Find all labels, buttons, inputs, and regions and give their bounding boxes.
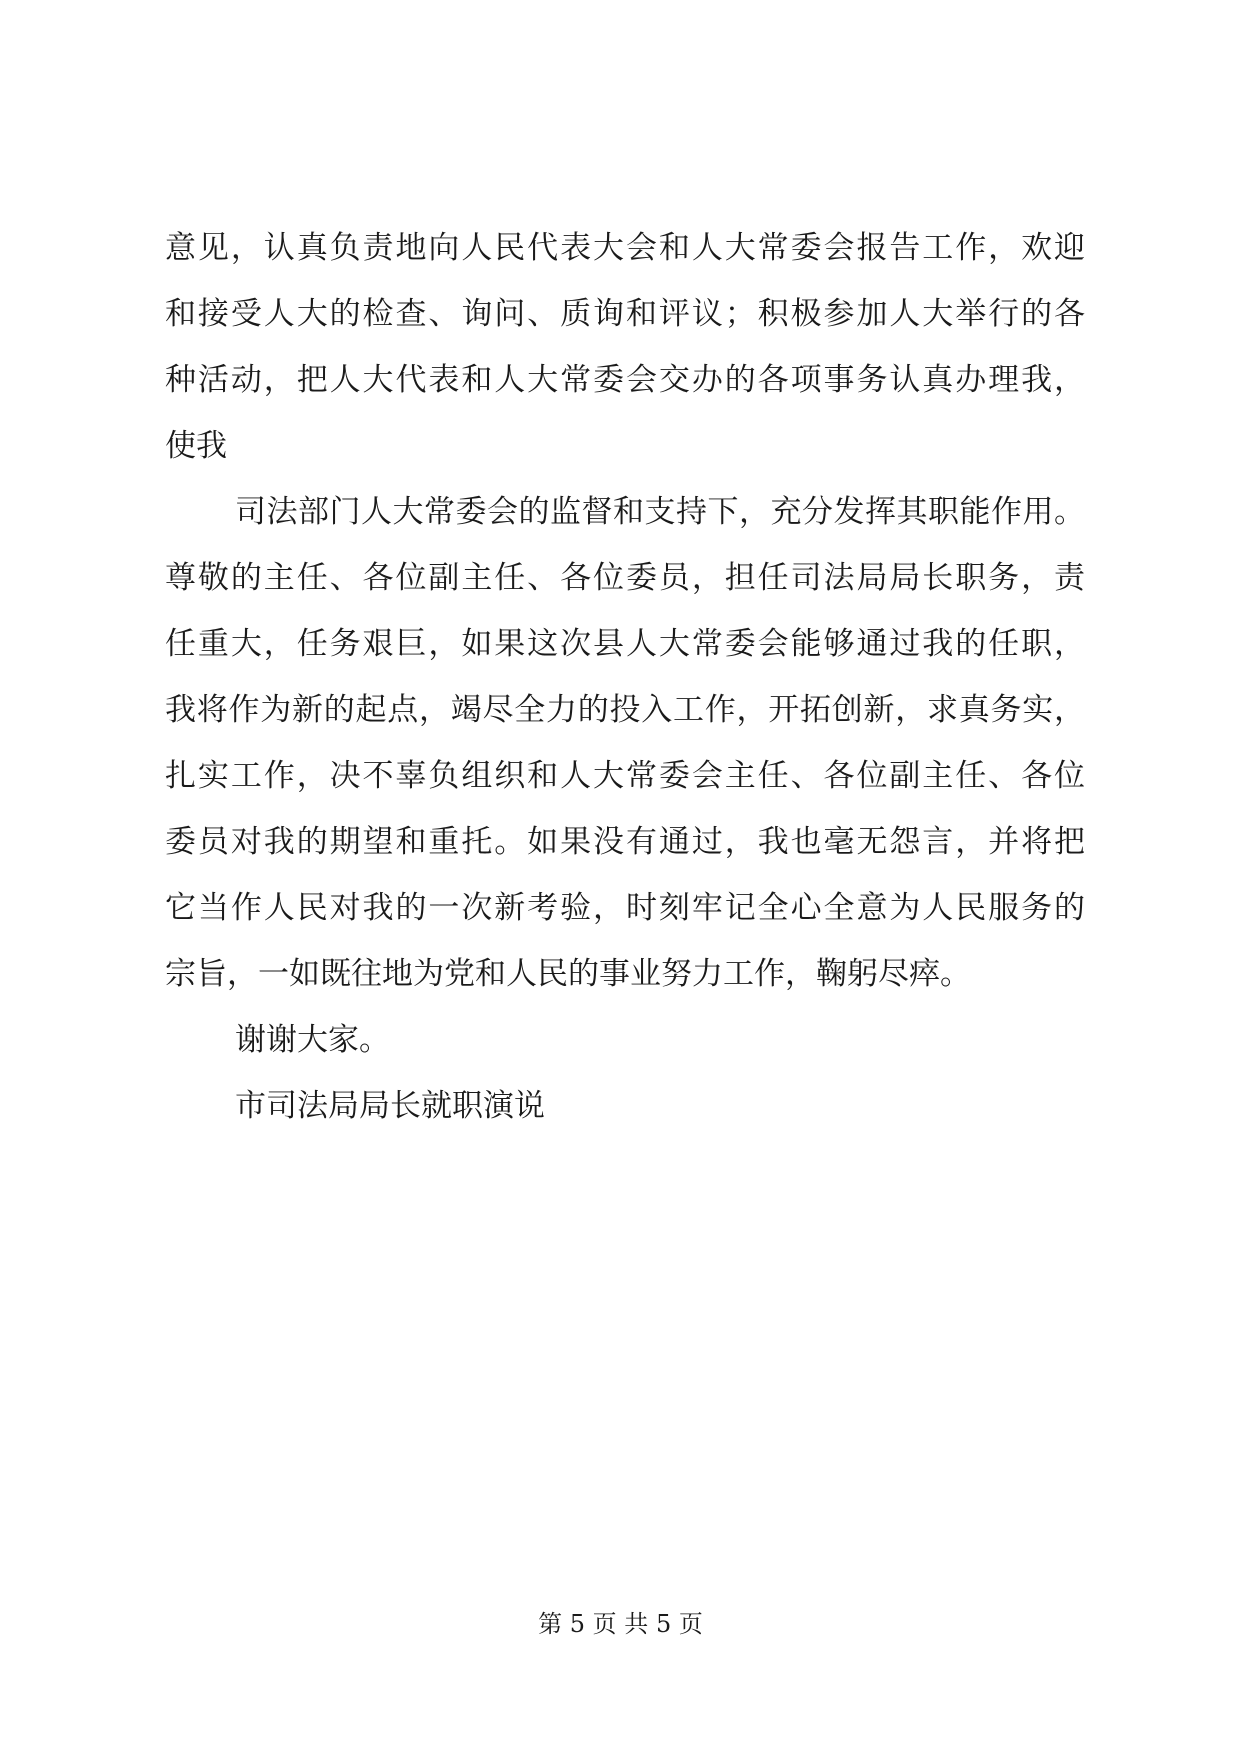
body-line: 扎实工作，决不辜负组织和人大常委会主任、各位副主任、各位 (165, 758, 1085, 794)
document-title-line: 市司法局局长就职演说 (235, 1088, 545, 1124)
body-line: 种活动，把人大代表和人大常委会交办的各项事务认真办理我， (165, 362, 1085, 398)
body-line: 它当作人民对我的一次新考验，时刻牢记全心全意为人民服务的 (165, 890, 1085, 926)
closing-thanks: 谢谢大家。 (235, 1022, 390, 1058)
page-number-footer: 第 5 页 共 5 页 (538, 1610, 703, 1638)
body-line: 委员对我的期望和重托。如果没有通过，我也毫无怨言，并将把 (165, 824, 1085, 860)
paragraph-first-line: 司法部门人大常委会的监督和支持下，充分发挥其职能作用。 (235, 494, 1085, 530)
body-line: 使我 (165, 428, 227, 464)
body-line: 意见，认真负责地向人民代表大会和人大常委会报告工作，欢迎 (165, 230, 1085, 266)
body-line: 尊敬的主任、各位副主任、各位委员，担任司法局局长职务，责 (165, 560, 1085, 596)
body-line: 和接受人大的检查、询问、质询和评议；积极参加人大举行的各 (165, 296, 1085, 332)
body-line: 我将作为新的起点，竭尽全力的投入工作，开拓创新，求真务实， (165, 692, 1085, 728)
document-body (165, 228, 1085, 1152)
body-line: 宗旨，一如既往地为党和人民的事业努力工作，鞠躬尽瘁。 (165, 956, 971, 992)
body-line: 任重大，任务艰巨，如果这次县人大常委会能够通过我的任职， (165, 626, 1085, 662)
